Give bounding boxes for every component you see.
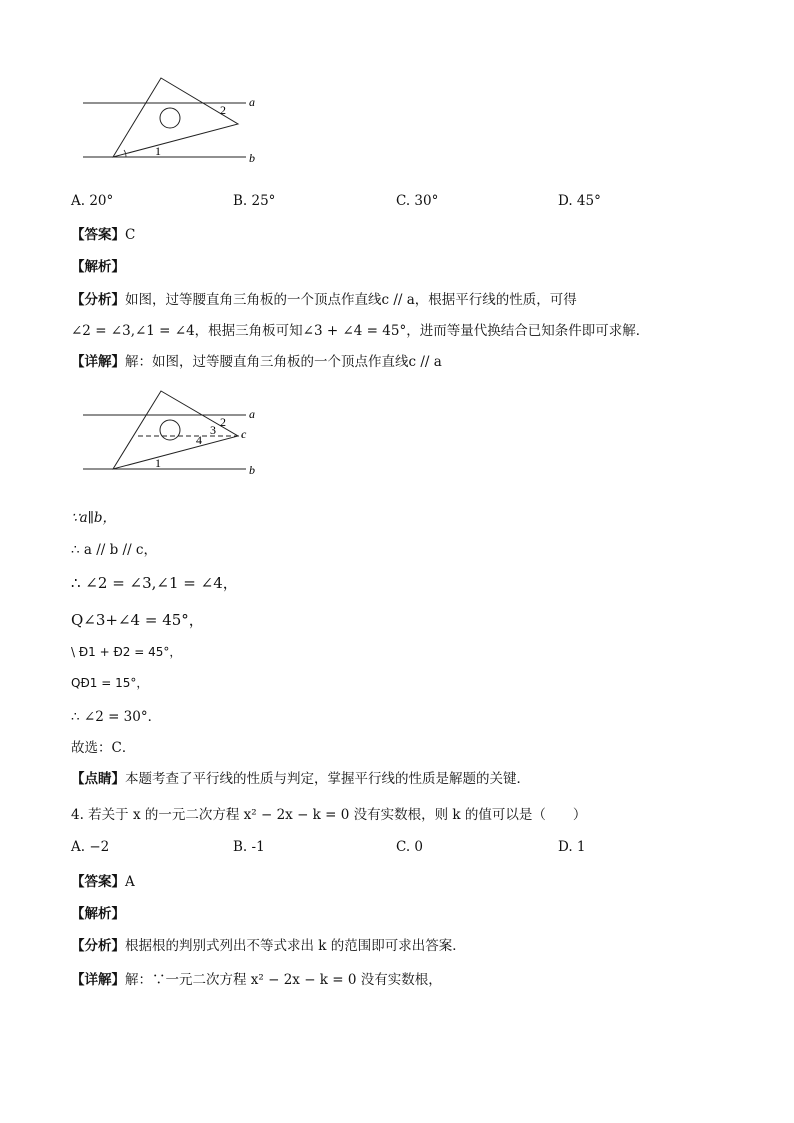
option-c: C. 30° xyxy=(396,193,439,209)
answer-row xyxy=(71,223,135,243)
angle-3-label: 3 xyxy=(210,423,216,437)
q4-xiangjie-label: 【详解】 xyxy=(71,972,125,988)
q4-answer-label: 【答案】 xyxy=(71,874,125,890)
answer-label: 【答案】 xyxy=(71,227,125,243)
fenxi-line2: ∠2 = ∠3,∠1 = ∠4，根据三角板可知∠3 + ∠4 = 45°，进而等量代换结合已知条件即可求解． xyxy=(71,323,650,339)
proof-line-8: 故选：C． xyxy=(71,740,136,756)
angle-1-label: 1 xyxy=(155,144,161,158)
label-b: b xyxy=(249,151,255,165)
option-d: D. 45° xyxy=(558,193,601,209)
q4-xiangjie-row xyxy=(71,968,442,988)
q4-option-b: B. -1 xyxy=(233,839,265,855)
fenxi-line1: 如图，过等腰直角三角板的一个顶点作直线c // a，根据平行线的性质，可得 xyxy=(125,292,577,308)
figure-triangle-with-line-c xyxy=(78,386,278,486)
fenxi-row xyxy=(71,288,577,308)
fenxi-label: 【分析】 xyxy=(71,292,125,308)
label-c: c xyxy=(241,427,247,441)
proof-line-5: \ Ð1 + Ð2 = 45°， xyxy=(71,645,182,659)
analysis-label: 【解析】 xyxy=(71,259,125,275)
proof-line-2: ∴ a // b // c， xyxy=(71,542,157,558)
triangle-set-square xyxy=(113,391,238,469)
angle-4-label: 4 xyxy=(196,433,202,447)
proof-line-3: ∴ ∠2 = ∠3,∠1 = ∠4， xyxy=(71,574,238,592)
triangle-hole xyxy=(160,420,180,440)
label-b: b xyxy=(249,463,255,477)
proof-line-1: ∵a∥b， xyxy=(71,510,117,526)
proof-line-4: Q∠3+∠4 = 45°， xyxy=(71,611,204,629)
q4-fenxi-text: 根据根的判别式列出不等式求出 k 的范围即可求出答案． xyxy=(125,938,466,954)
option-a: A. 20° xyxy=(71,193,114,209)
xiangjie-text: 解：如图，过等腰直角三角板的一个顶点作直线c // a xyxy=(125,354,442,370)
triangle-hole xyxy=(160,108,180,128)
proof-line-7: ∴ ∠2 = 30°． xyxy=(71,709,162,725)
triangle-set-square xyxy=(113,78,238,157)
q4-fenxi-row xyxy=(71,934,466,954)
dianjing-text: 本题考查了平行线的性质与判定，掌握平行线的性质是解题的关键． xyxy=(125,771,530,787)
angle-2-label: 2 xyxy=(220,415,226,429)
figure-triangle-parallel-lines xyxy=(78,72,278,172)
dianjing-row xyxy=(71,767,530,787)
q4-option-a: A. −2 xyxy=(71,839,110,855)
dianjing-label: 【点睛】 xyxy=(71,771,125,787)
angle-1-label: 1 xyxy=(155,456,161,470)
option-b: B. 25° xyxy=(233,193,276,209)
xiangjie-label: 【详解】 xyxy=(71,354,125,370)
proof-line-6: QÐ1 = 15°， xyxy=(71,676,149,690)
q4-analysis-label: 【解析】 xyxy=(71,906,125,922)
xiangjie-row xyxy=(71,350,442,370)
q4-question: 4. 若关于 x 的一元二次方程 x² − 2x − k = 0 没有实数根，则 k 的值可以是（ ） xyxy=(71,807,587,823)
q4-option-c: C. 0 xyxy=(396,839,424,855)
answer-value: C xyxy=(125,227,136,243)
q4-answer-row xyxy=(71,870,135,890)
label-a: a xyxy=(249,407,255,421)
q4-answer-value: A xyxy=(125,874,135,890)
angle-2-label: 2 xyxy=(220,103,226,117)
label-a: a xyxy=(249,95,255,109)
q4-option-d: D. 1 xyxy=(558,839,586,855)
q4-xiangjie-text: 解：∵一元二次方程 x² − 2x − k = 0 没有实数根， xyxy=(125,972,442,988)
q4-fenxi-label: 【分析】 xyxy=(71,938,125,954)
